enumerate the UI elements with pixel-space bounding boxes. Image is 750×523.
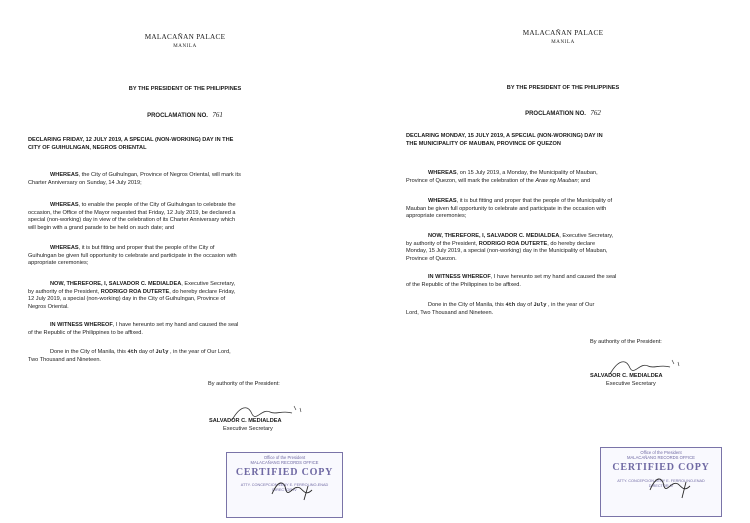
whereas-clause-2 (406, 198, 736, 221)
proclamation-number-line (378, 102, 748, 120)
proclamation-762-page (378, 0, 748, 523)
clause-text: , to enable the people of the City of Guihulngan to celebrate the (78, 202, 236, 208)
title-line: THE MUNICIPALITY OF MAUBAN, PROVINCE OF QUEZON (406, 140, 561, 147)
title-line: DECLARING FRIDAY, 12 JULY 2019, A SPECIAL (NON-WORKING) DAY IN THE (28, 137, 234, 143)
whereas-clause-1 (406, 170, 736, 185)
whereas-clause-2 (28, 202, 358, 232)
clause-text: Lord, Two Thousand and Nineteen. (406, 309, 494, 316)
clause-text: , Executive Secretary, (181, 281, 236, 287)
president-name: RODRIGO ROA DUTERTE (100, 288, 170, 295)
clause-text: appropriate ceremonies; (28, 260, 89, 267)
clause-text: 12 July 2019, a special (non-working) day in the City of Guihulngan, Province of (28, 296, 226, 303)
stamp-footer: ATTY. CONCEPCION ZENY E. FERROLINO-ENAD (240, 483, 329, 487)
now-therefore-lead: NOW, THEREFORE, I, SALVADOR C. MEDIALDEA (50, 281, 182, 287)
done-clause (406, 302, 736, 317)
proclamation-761-page (0, 0, 370, 523)
clause-text: Negros Oriental. (28, 303, 69, 310)
now-therefore-lead: NOW, THEREFORE, I, SALVADOR C. MEDIALDEA (428, 233, 560, 239)
clause-text: , it is but fitting and proper that the people of the City of (78, 245, 215, 251)
filled-day: 4th (505, 302, 516, 308)
clause-text: Mauban be given full opportunity to celebrate and participate in the occasion with (406, 205, 607, 212)
clause-text: , do hereby declare (547, 240, 596, 247)
clause-text: ; and (577, 177, 591, 184)
clause-text: , I have hereunto set my hand and caused the seal (490, 274, 617, 280)
proclamation-label: PROCLAMATION NO. (525, 111, 586, 117)
proclamation-number: 762 (590, 109, 601, 117)
clause-text: , in the year of Our (548, 302, 595, 308)
clause-text: , the City of Guihulngan, Province of Negros Oriental, will mark its (78, 172, 241, 178)
clause-text: , I have hereunto set my hand and caused the seal (112, 322, 239, 328)
done-clause (28, 349, 358, 364)
witness-lead: IN WITNESS WHEREOF (50, 322, 113, 328)
authority-line: By authority of the President: (590, 339, 662, 345)
clause-text: occasion, the Office of the Mayor requested that Friday, 12 July 2019, be declared a (28, 209, 236, 216)
clause-text: special (non-working) day in view of the celebration of its Charter Anniversary which (28, 217, 236, 224)
whereas-lead: WHEREAS (50, 245, 79, 251)
clause-text: Province of Quezon. (406, 255, 457, 262)
whereas-lead: WHEREAS (50, 172, 79, 178)
whereas-clause-1 (28, 172, 358, 187)
whereas-lead: WHEREAS (428, 198, 457, 204)
by-president-heading: BY THE PRESIDENT OF THE PHILIPPINES (506, 85, 620, 91)
stamp-certified-copy: CERTIFIED COPY (612, 462, 710, 473)
clause-text: , on 15 July 2019, a Monday, the Municipality of Mauban, (456, 170, 598, 176)
palace-header: MALACAÑAN PALACE (144, 33, 226, 41)
stamp-signature-icon (646, 470, 706, 504)
whereas-lead: WHEREAS (428, 170, 457, 176)
stamp-certified-copy: CERTIFIED COPY (235, 467, 334, 478)
witness-lead: IN WITNESS WHEREOF (428, 274, 491, 280)
filled-day: 4th (127, 349, 138, 355)
clause-text: Province of Quezon, will mark the celebration of the (406, 177, 536, 184)
signatory-name: SALVADOR C. MEDIALDEA (209, 418, 282, 424)
stamp-director: DIRECTOR IV (648, 484, 674, 488)
clause-text: , Executive Secretary, (559, 233, 614, 239)
witness-clause (28, 322, 358, 337)
clause-text: day of (516, 302, 532, 308)
clause-text: of the Republic of the Philippines to be affixed. (406, 281, 521, 288)
clause-text: by authority of the President, (28, 288, 101, 295)
clause-text: Done in the City of Manila, this (428, 302, 504, 308)
clause-text: Charter Anniversary on Sunday, 14 July 2019; (28, 179, 142, 186)
clause-text: , do hereby declare Friday, (169, 288, 236, 295)
proclamation-title (28, 137, 358, 152)
proclamation-title (406, 133, 736, 148)
stamp-footer: ATTY. CONCEPCION ZENY E. FERROLINO-ENAD (617, 479, 705, 483)
clause-text: will begin with a grand parade to be held on such date; and (28, 224, 175, 231)
filled-month: July (533, 302, 547, 308)
stamp-records: MALACAÑANG RECORDS OFFICE (627, 455, 695, 460)
now-therefore-clause (406, 233, 736, 263)
by-president-heading: BY THE PRESIDENT OF THE PHILIPPINES (128, 86, 242, 92)
witness-clause (406, 274, 736, 289)
clause-text: , it is but fitting and proper that the people of the Municipality of (456, 198, 613, 204)
whereas-lead: WHEREAS (50, 202, 79, 208)
clause-text: Monday, 15 July 2019, a special (non-working) day in the Municipality of Mauban, (406, 248, 608, 255)
palace-city: MANILA (551, 40, 575, 45)
proclamation-number-line (0, 104, 370, 122)
title-line: DECLARING MONDAY, 15 JULY 2019, A SPECIAL (NON-WORKING) DAY IN (406, 133, 603, 139)
proclamation-number: 761 (212, 111, 223, 119)
palace-header: MALACAÑAN PALACE (522, 29, 604, 37)
proclamation-label: PROCLAMATION NO. (147, 113, 208, 119)
filled-month: July (155, 349, 169, 355)
signatory-name: SALVADOR C. MEDIALDEA (590, 373, 663, 379)
stamp-office: Office of the President (640, 450, 682, 455)
signatory-title: Executive Secretary (223, 426, 273, 432)
authority-line: By authority of the President: (208, 381, 280, 387)
clause-text: appropriate ceremonies; (406, 213, 467, 220)
palace-city: MANILA (173, 44, 197, 49)
whereas-clause-3 (28, 245, 358, 268)
stamp-signature-icon (268, 476, 328, 506)
stamp-director: DIRECTOR IV (272, 488, 297, 492)
clause-text: Done in the City of Manila, this (50, 349, 126, 355)
president-name: RODRIGO ROA DUTERTE (478, 240, 548, 247)
clause-text: by authority of the President, (406, 240, 479, 247)
title-line: CITY OF GUIHULNGAN, NEGROS ORIENTAL (28, 144, 147, 151)
event-name: Araw ng Mauban (535, 177, 578, 184)
now-therefore-clause (28, 281, 358, 311)
clause-text: Guihulngan be given full opportunity to celebrate and participate in the occasion with (28, 252, 237, 259)
stamp-records: MALACAÑANG RECORDS OFFICE (250, 460, 319, 465)
signatory-title: Executive Secretary (606, 381, 656, 387)
clause-text: day of (138, 349, 154, 355)
clause-text: , in the year of Our Lord, (170, 349, 231, 355)
stamp-office: Office of the President (263, 455, 306, 460)
clause-text: of the Republic of the Philippines to be affixed. (28, 329, 143, 336)
clause-text: Two Thousand and Nineteen. (28, 356, 101, 363)
